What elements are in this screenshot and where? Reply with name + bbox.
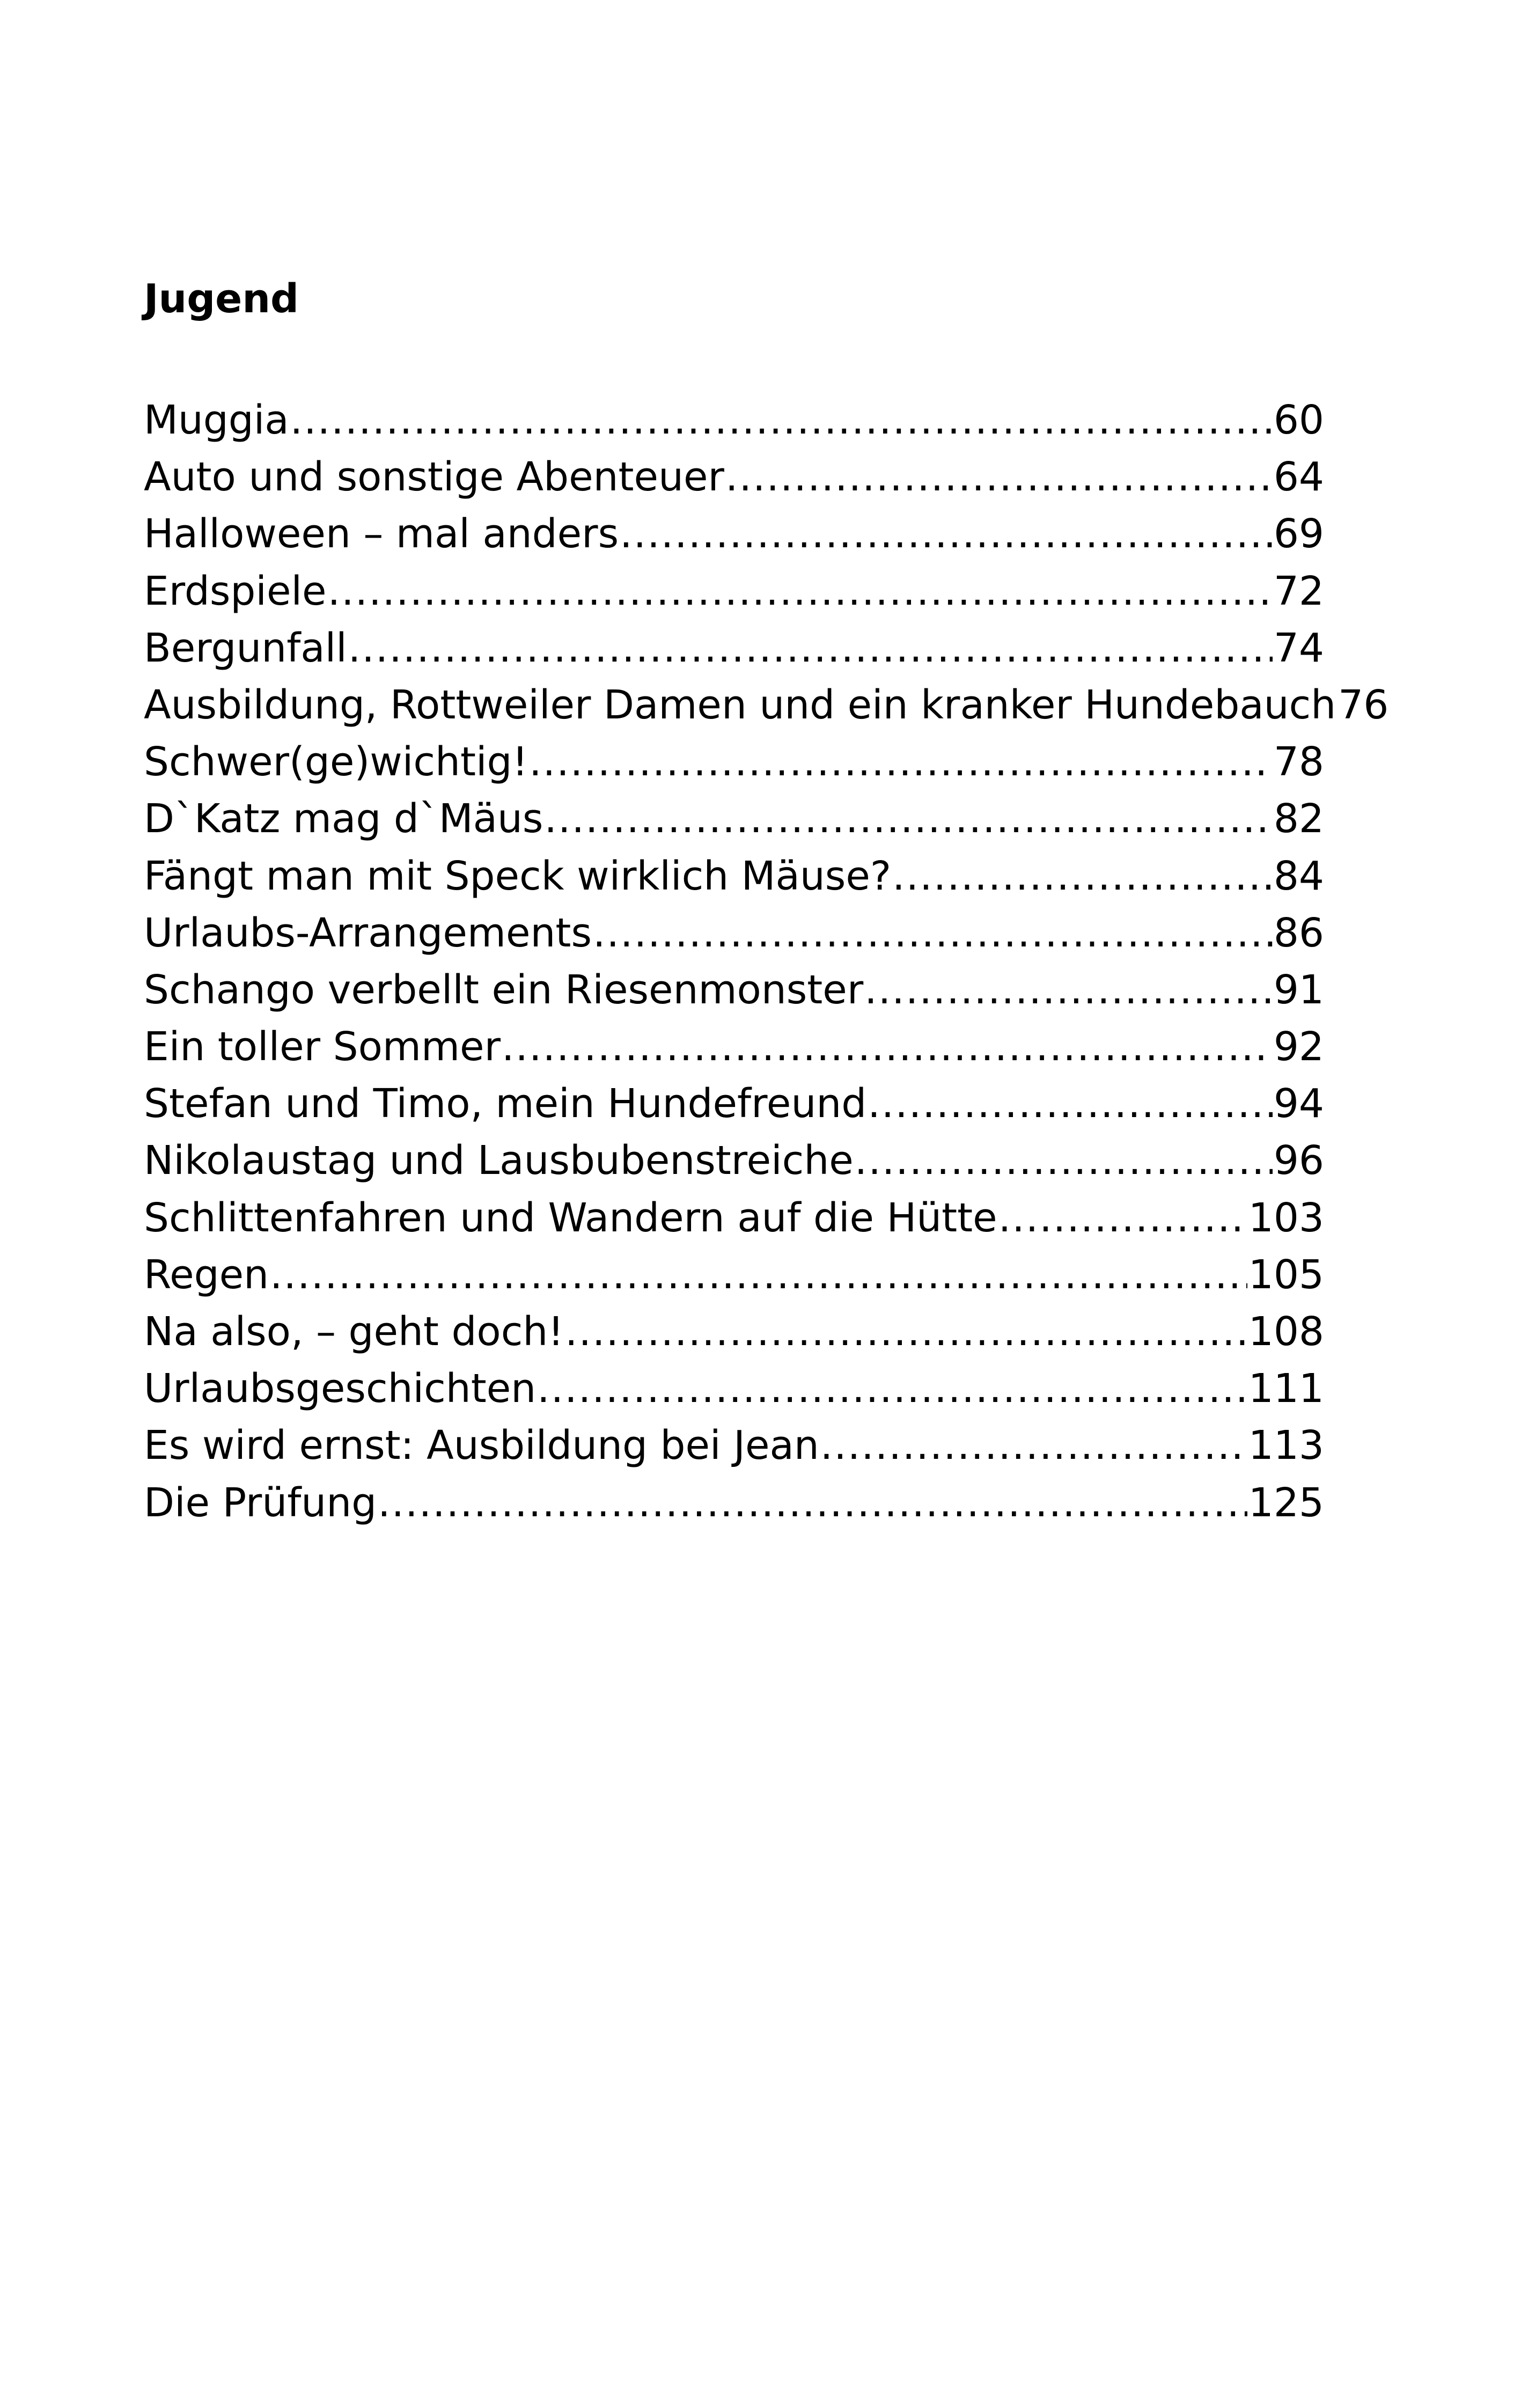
toc-entry-title: Es wird ernst: Ausbildung bei Jean (144, 1422, 819, 1469)
toc-dot-leader (270, 1246, 1247, 1303)
toc-page-number: 82 (1273, 796, 1324, 842)
toc-entry-title: Urlaubsgeschichten (144, 1365, 537, 1412)
toc-entry-title: Muggia (144, 397, 289, 443)
toc-entry-title: Na also, – geht doch! (144, 1309, 564, 1355)
toc-entry-title: Schwer(ge)wichtig! (144, 739, 528, 785)
toc-page-number: 60 (1273, 397, 1324, 443)
section-title: Jugend (144, 276, 299, 322)
toc-entry (144, 505, 1324, 562)
toc-entry-title: Erdspiele (144, 568, 327, 614)
toc-entry-title: Schango verbellt ein Riesenmonster (144, 966, 864, 1013)
toc-page-number: 64 (1273, 454, 1324, 501)
toc-dot-leader (593, 905, 1273, 961)
toc-page-number: 94 (1273, 1081, 1324, 1127)
toc-entry-title: Ausbildung, Rottweiler Damen und ein kranker Hundebauch (144, 681, 1336, 728)
toc-page-number: 78 (1273, 739, 1324, 785)
toc-entry-title: Ein toller Sommer (144, 1024, 501, 1070)
toc-page-number: 113 (1248, 1422, 1324, 1469)
toc-dot-leader (565, 1303, 1247, 1360)
toc-entry (144, 1474, 1324, 1531)
toc-page-number: 84 (1273, 853, 1324, 899)
toc-dot-leader (620, 505, 1273, 562)
toc-entry-title: Auto und sonstige Abenteuer (144, 454, 724, 501)
toc-entry (144, 733, 1324, 790)
toc-dot-leader (855, 1132, 1273, 1189)
toc-entry-title: Urlaubs-Arrangements (144, 909, 592, 956)
toc-dot-leader (868, 1075, 1273, 1132)
toc-entry-title: Halloween – mal anders (144, 511, 619, 557)
toc-dot-leader (529, 733, 1273, 790)
toc-entry (144, 677, 1389, 733)
table-of-contents (144, 392, 1389, 1531)
toc-page-number: 86 (1273, 909, 1324, 956)
toc-entry (144, 620, 1324, 677)
toc-page-number: 111 (1248, 1365, 1324, 1412)
toc-entry (144, 392, 1324, 449)
toc-entry (144, 1132, 1324, 1189)
toc-dot-leader (348, 620, 1273, 677)
toc-dot-leader (864, 961, 1273, 1018)
toc-entry-title: Nikolaustag und Lausbubenstreiche (144, 1137, 854, 1184)
toc-dot-leader (290, 392, 1273, 449)
toc-page-number: 91 (1273, 966, 1324, 1013)
toc-page-number: 96 (1273, 1137, 1324, 1184)
toc-entry (144, 1018, 1324, 1075)
toc-entry-title: Stefan und Timo, mein Hundefreund (144, 1081, 867, 1127)
toc-entry (144, 1417, 1324, 1474)
toc-entry-title: Schlittenfahren und Wandern auf die Hütte (144, 1194, 997, 1241)
toc-entry (144, 905, 1324, 961)
toc-entry (144, 1303, 1324, 1360)
toc-page-number: 76 (1338, 681, 1389, 728)
toc-entry (144, 1246, 1324, 1303)
toc-entry-title: Regen (144, 1251, 269, 1298)
toc-page-number: 103 (1248, 1194, 1324, 1241)
toc-page-number: 69 (1273, 511, 1324, 557)
toc-entry (144, 1075, 1324, 1132)
toc-dot-leader (544, 790, 1272, 847)
toc-entry (144, 1190, 1324, 1246)
toc-entry-title: Die Prüfung (144, 1479, 377, 1526)
toc-dot-leader (820, 1417, 1247, 1474)
toc-entry (144, 961, 1324, 1018)
toc-entry (144, 848, 1324, 905)
toc-dot-leader (502, 1018, 1273, 1075)
toc-page-number: 125 (1248, 1479, 1324, 1526)
toc-page-number: 74 (1273, 625, 1324, 671)
toc-dot-leader (328, 563, 1273, 620)
toc-entry (144, 1360, 1324, 1417)
toc-entry (144, 449, 1324, 505)
toc-entry-title: D`Katz mag d`Mäus (144, 796, 543, 842)
toc-dot-leader (892, 848, 1273, 905)
toc-entry-title: Fängt man mit Speck wirklich Mäuse? (144, 853, 892, 899)
toc-entry-title: Bergunfall (144, 625, 347, 671)
toc-page-number: 108 (1248, 1309, 1324, 1355)
toc-dot-leader (998, 1190, 1247, 1246)
toc-page-number: 92 (1273, 1024, 1324, 1070)
toc-dot-leader (725, 449, 1273, 505)
toc-page-number: 72 (1273, 568, 1324, 614)
toc-entry (144, 790, 1324, 847)
toc-dot-leader (537, 1360, 1247, 1417)
toc-page-number: 105 (1248, 1251, 1324, 1298)
toc-entry (144, 563, 1324, 620)
toc-dot-leader (378, 1474, 1247, 1531)
